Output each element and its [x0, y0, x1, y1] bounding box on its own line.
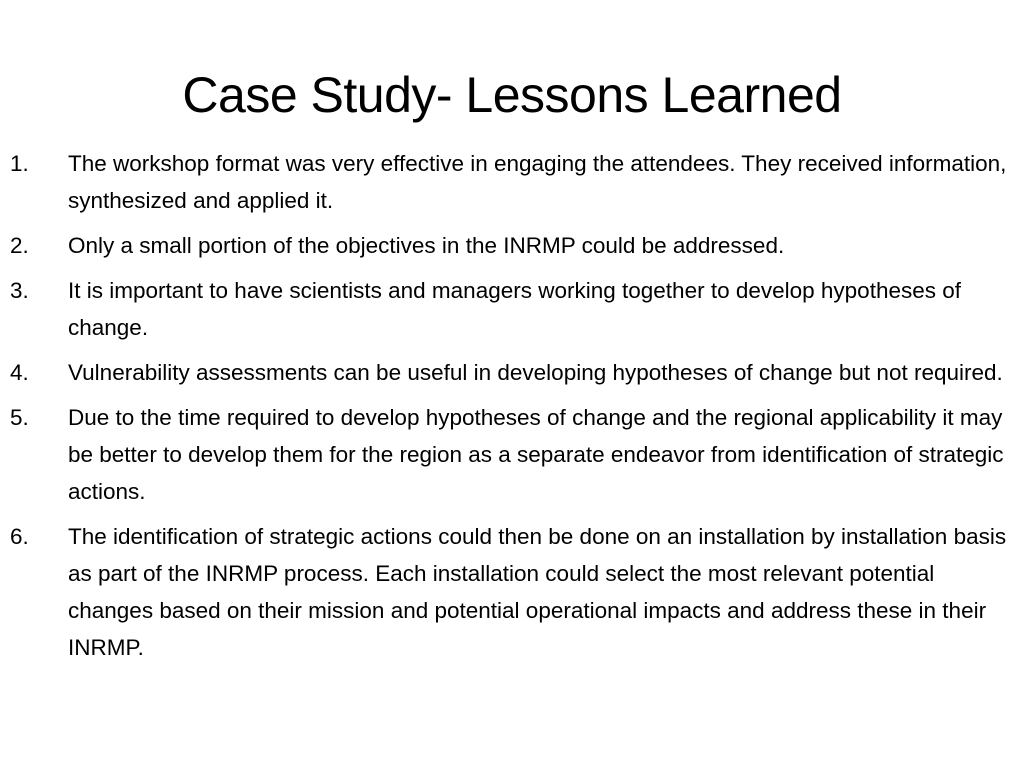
lessons-list: [10, 145, 1014, 674]
item-text: It is important to have scientists and managers working together to develop hypotheses of change.: [68, 278, 962, 340]
list-item: [10, 227, 1014, 264]
item-number: 4.: [10, 360, 29, 385]
item-number: 5.: [10, 405, 29, 430]
item-number: 1.: [10, 151, 29, 176]
list-item: [10, 354, 1014, 391]
item-text: Due to the time required to develop hypotheses of change and the regional applicability it may be better to develop them for the region as a separate endeavor from identification of strategic actions.: [68, 405, 1004, 504]
item-text: Only a small portion of the objectives in the INRMP could be addressed.: [68, 233, 785, 258]
item-text: The workshop format was very effective in engaging the attendees. They received information, synthesized and applied it.: [68, 151, 1007, 213]
slide-title: Case Study- Lessons Learned: [182, 67, 842, 123]
item-text: The identification of strategic actions could then be done on an installation by installation basis as part of the INRMP process. Each installation could select the most relevant potential changes based on their mission and potential operational impacts and address these in their INRMP.: [68, 524, 1007, 660]
item-number: 6.: [10, 524, 29, 549]
list-item: [10, 145, 1014, 219]
list-item: [10, 518, 1014, 666]
item-number: 3.: [10, 278, 29, 303]
list-item: [10, 399, 1014, 510]
item-number: 2.: [10, 233, 29, 258]
item-text: Vulnerability assessments can be useful in developing hypotheses of change but not required.: [68, 360, 1003, 385]
list-item: [10, 272, 1014, 346]
